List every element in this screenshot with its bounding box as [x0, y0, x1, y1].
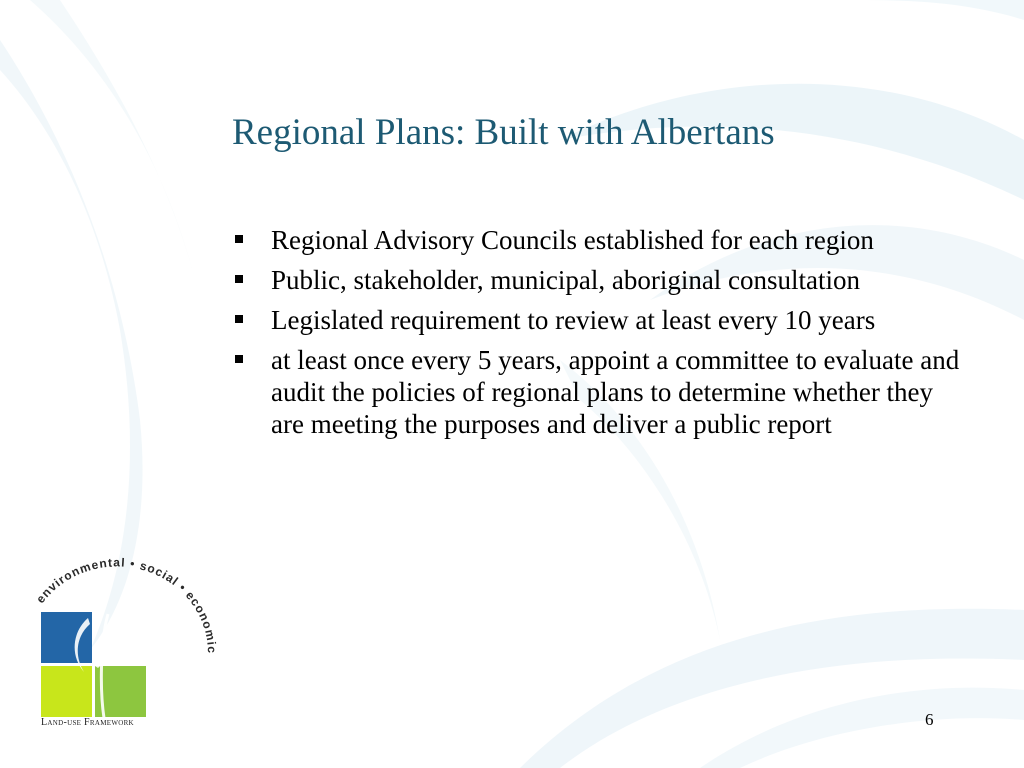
logo-swirl-mark [20, 552, 220, 742]
bullet-item [232, 224, 967, 256]
square-bullet-icon [235, 355, 243, 363]
logo-name: Land-use Framework [41, 717, 134, 728]
bullet-text: at least once every 5 years, appoint a committee to evaluate and audit the policies of regional plans to determine whether they are meeting the purposes and deliver a public report [271, 345, 960, 439]
square-bullet-icon [235, 315, 243, 323]
land-use-framework-logo [20, 552, 220, 742]
page-number: 6 [925, 710, 934, 729]
bullet-text: Regional Advisory Councils established for each region [271, 225, 874, 255]
bullet-item [232, 264, 967, 296]
bullet-item [232, 304, 967, 336]
bullet-item [232, 344, 967, 440]
logo-ring-label: environmental • social • economic [33, 555, 220, 655]
bullet-list [232, 224, 967, 448]
bullet-text: Legislated requirement to review at least every 10 years [271, 305, 876, 335]
bullet-text: Public, stakeholder, municipal, aboriginal consultation [271, 265, 861, 295]
slide-title: Regional Plans: Built with Albertans [232, 112, 775, 153]
square-bullet-icon [235, 275, 243, 283]
square-bullet-icon [235, 235, 243, 243]
